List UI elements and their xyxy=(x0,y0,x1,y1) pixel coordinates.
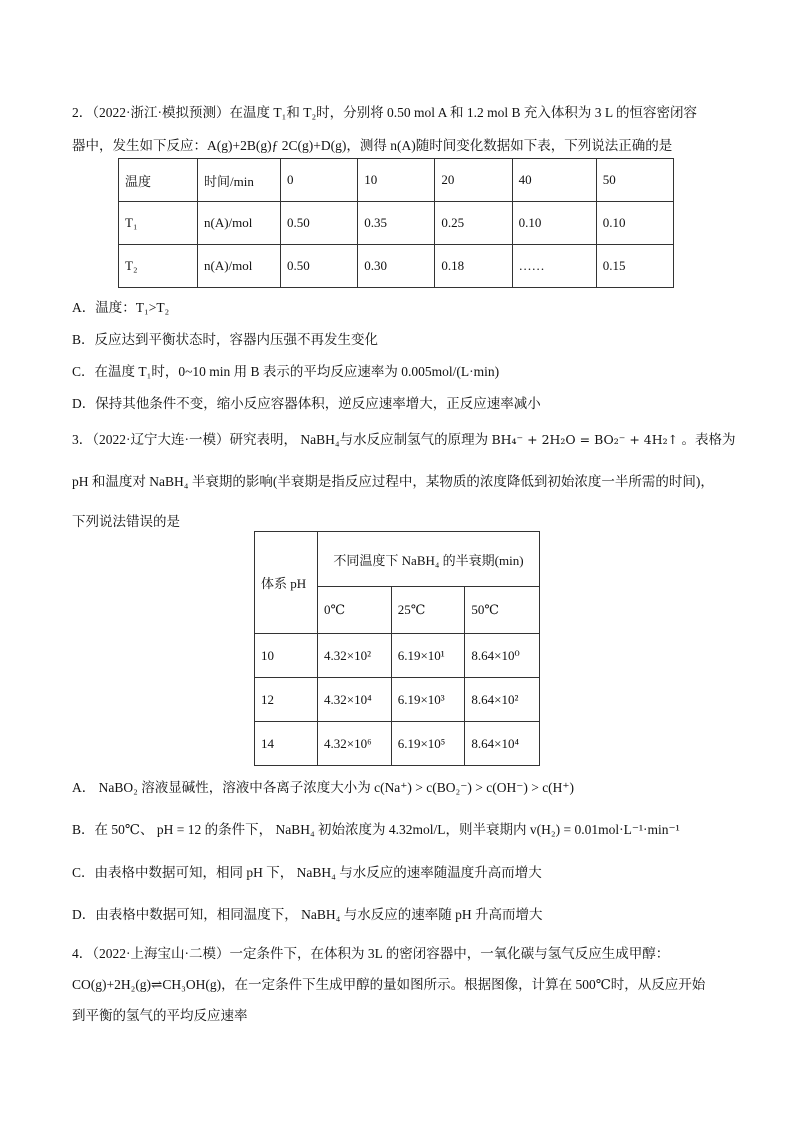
q3-option-b: B．在 50℃、 pH = 12 的条件下， NaBH₄ 初始浓度为 4.32mol/L，则半衰期内 v(H₂) = 0.01mol·L⁻¹·min⁻¹ xyxy=(72,822,680,837)
ph-header-cell: 体系 pH xyxy=(255,532,318,634)
temp-header-cell: 0℃ xyxy=(318,587,392,634)
group-header-cell: 不同温度下 NaBH₄ 的半衰期(min) xyxy=(318,532,540,587)
q2-option-c: C．在温度 T₁时，0~10 min 用 B 表示的平均反应速率为 0.005mol/(L·min) xyxy=(72,364,500,379)
header-cell: 时间/min xyxy=(198,159,281,202)
header-cell: 0 xyxy=(281,159,358,202)
temp-header-cell: 25℃ xyxy=(391,587,465,634)
q3-option-d: D．由表格中数据可知，相同温度下， NaBH₄ 与水反应的速率随 pH 升高而增大 xyxy=(72,907,543,922)
table-header-row xyxy=(119,159,674,202)
cell: 0.50 xyxy=(281,202,358,245)
cell: 0.10 xyxy=(596,202,673,245)
temp-header-cell: 50℃ xyxy=(465,587,540,634)
q3-data-table xyxy=(254,531,540,766)
header-cell: 10 xyxy=(358,159,435,202)
header-cell: 40 xyxy=(512,159,596,202)
header-cell: 温度 xyxy=(119,159,198,202)
q2-option-a: A．温度：T₁>T₂ xyxy=(72,300,170,315)
q3-option-a: A． NaBO₂ 溶液显碱性，溶液中各离子浓度大小为 c(Na⁺) > c(BO₂⁻) > c(OH⁻) > c(H⁺) xyxy=(72,780,575,795)
cell: 8.64×10⁴ xyxy=(465,722,540,766)
cell: 12 xyxy=(255,678,318,722)
cell: T₂ xyxy=(119,245,198,288)
q2-data-table xyxy=(118,158,674,288)
cell: 10 xyxy=(255,634,318,678)
q3-line1-text: 3．（2022·辽宁大连·一模）研究表明， NaBH₄与水反应制氢气的原理为 xyxy=(72,432,489,447)
q2-line2: 器中，发生如下反应：A(g)+2B(g)ƒ 2C(g)+D(g)，测得 n(A)随时间变化数据如下表，下列说法正确的是 xyxy=(72,138,673,153)
cell: 4.32×10⁶ xyxy=(318,722,392,766)
cell: 4.32×10² xyxy=(318,634,392,678)
q3-line2: pH 和温度对 NaBH₄ 半衰期的影响(半衰期是指反应过程中，某物质的浓度降低到初始浓度一半所需的时间)， xyxy=(72,474,714,489)
cell: 14 xyxy=(255,722,318,766)
table-row xyxy=(119,245,674,288)
q3-option-c: C．由表格中数据可知，相同 pH 下， NaBH₄ 与水反应的速率随温度升高而增大 xyxy=(72,865,542,880)
cell: 8.64×10² xyxy=(465,678,540,722)
cell: 8.64×10⁰ xyxy=(465,634,540,678)
q3-equation: BH₄⁻ + 2H₂O = BO₂⁻ + 4H₂↑ xyxy=(491,432,679,447)
q2-option-b: B．反应达到平衡状态时，容器内压强不再发生变化 xyxy=(72,332,379,347)
q4-line1: 4．（2022·上海宝山·二模）一定条件下，在体积为 3L 的密闭容器中，一氧化碳与氢气反应生成甲醇： xyxy=(72,946,670,961)
cell: 0.35 xyxy=(358,202,435,245)
table-row xyxy=(255,634,540,678)
cell: …… xyxy=(512,245,596,288)
cell: 6.19×10¹ xyxy=(391,634,465,678)
cell: 0.25 xyxy=(435,202,512,245)
q2-line1: 2．（2022·浙江·模拟预测）在温度 T₁和 T₂时，分别将 0.50 mol A 和 1.2 mol B 充入体积为 3 L 的恒容密闭容 xyxy=(72,105,698,120)
cell: 0.30 xyxy=(358,245,435,288)
cell: T₁ xyxy=(119,202,198,245)
header-cell: 50 xyxy=(596,159,673,202)
cell: 0.18 xyxy=(435,245,512,288)
cell: 0.15 xyxy=(596,245,673,288)
q4-line3: 到平衡的氢气的平均反应速率 xyxy=(72,1008,248,1023)
cell: 4.32×10⁴ xyxy=(318,678,392,722)
cell: 6.19×10³ xyxy=(391,678,465,722)
table-row xyxy=(255,678,540,722)
cell: 6.19×10⁵ xyxy=(391,722,465,766)
table-row xyxy=(119,202,674,245)
q3-line1-end: 。表格为 xyxy=(681,432,736,447)
header-cell: 20 xyxy=(435,159,512,202)
q4-line2: CO(g)+2H₂(g)⇌CH₃OH(g)，在一定条件下生成甲醇的量如图所示。根据图像，计算在 500℃时，从反应开始 xyxy=(72,977,706,992)
q3-line3: 下列说法错误的是 xyxy=(72,514,180,529)
cell: 0.10 xyxy=(512,202,596,245)
cell: n(A)/mol xyxy=(198,245,281,288)
q2-option-d: D．保持其他条件不变，缩小反应容器体积，逆反应速率增大，正反应速率减小 xyxy=(72,396,541,411)
cell: n(A)/mol xyxy=(198,202,281,245)
q3-line1 xyxy=(72,428,736,448)
table-row xyxy=(255,722,540,766)
table-header-row xyxy=(255,532,540,587)
cell: 0.50 xyxy=(281,245,358,288)
